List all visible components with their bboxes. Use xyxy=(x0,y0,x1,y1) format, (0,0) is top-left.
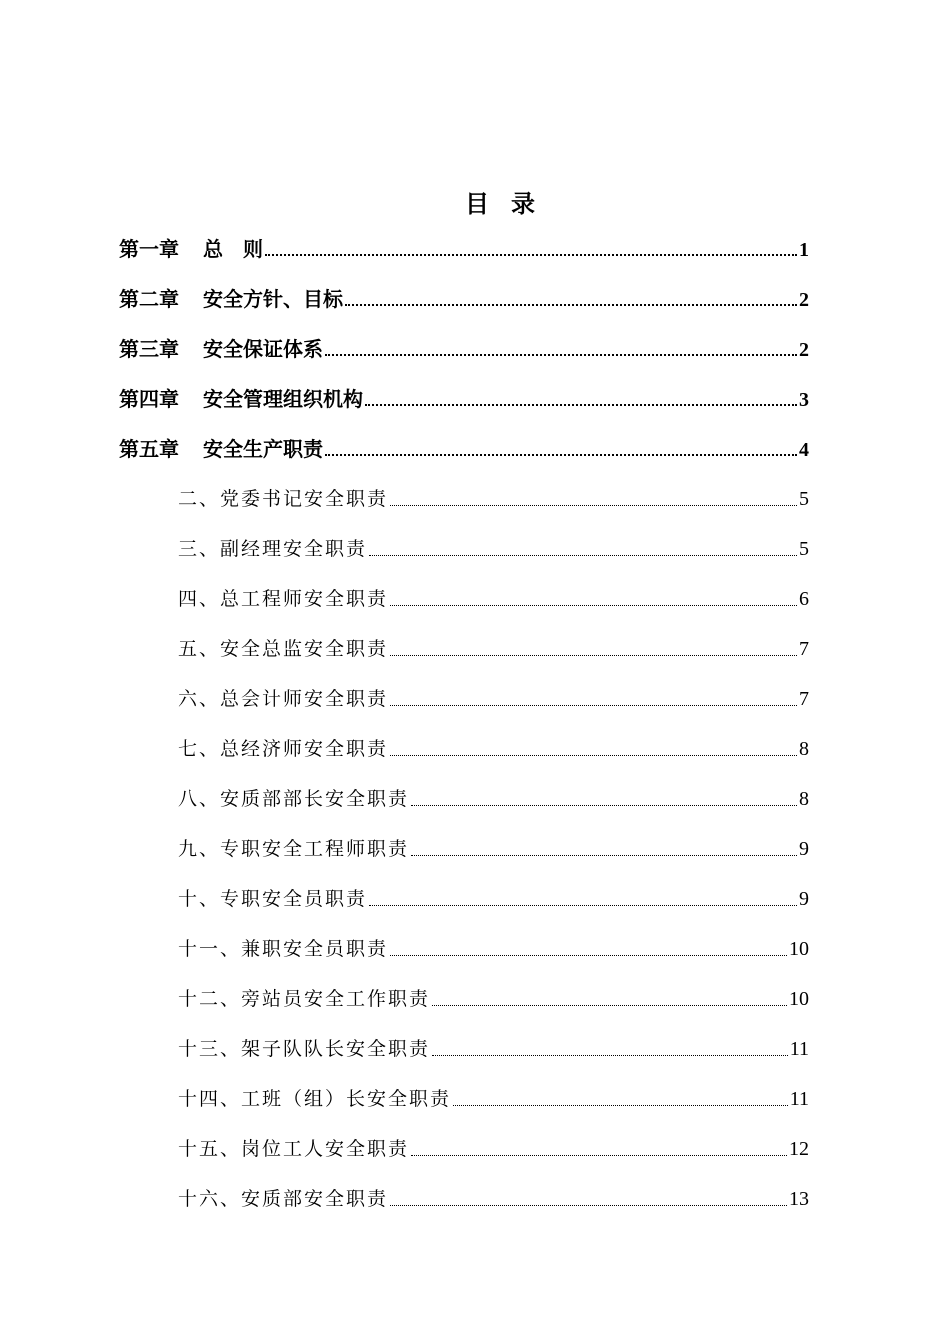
toc-entry-page: 7 xyxy=(799,688,809,710)
toc-leader-dots xyxy=(345,304,797,306)
toc-entry-page: 2 xyxy=(799,339,809,361)
toc-leader-dots xyxy=(453,1105,788,1106)
toc-entry-number: 四、 xyxy=(178,588,221,610)
toc-entry-section-12[interactable] xyxy=(178,984,809,1014)
toc-leader-dots xyxy=(325,354,797,356)
toc-entry-section-11[interactable] xyxy=(178,934,809,964)
toc-entry-label: 总经济师安全职责 xyxy=(220,738,389,760)
toc-entry-page: 9 xyxy=(799,888,809,910)
toc-leader-dots xyxy=(411,1155,787,1156)
toc-entry-number: 十三、 xyxy=(178,1038,242,1060)
toc-entry-number: 第三章 xyxy=(119,337,179,361)
toc-entry-page: 3 xyxy=(799,389,809,411)
toc-entry-label: 安质部安全职责 xyxy=(241,1188,389,1210)
toc-entry-chapter-2[interactable] xyxy=(119,284,809,314)
toc-entry-section-14[interactable] xyxy=(178,1084,809,1114)
toc-entry-label: 安全保证体系 xyxy=(203,337,323,361)
toc-entry-label: 党委书记安全职责 xyxy=(220,488,389,510)
toc-entry-section-15[interactable] xyxy=(178,1134,809,1164)
toc-entry-label: 专职安全员职责 xyxy=(220,888,368,910)
toc-entry-label: 安全生产职责 xyxy=(203,437,323,461)
toc-leader-dots xyxy=(369,555,797,556)
toc-entry-label: 安全方针、目标 xyxy=(203,287,343,311)
toc-entry-number: 二、 xyxy=(178,488,221,510)
toc-entry-number: 十、 xyxy=(178,888,221,910)
toc-entry-label: 兼职安全员职责 xyxy=(241,938,389,960)
toc-entry-section-7[interactable] xyxy=(178,734,809,764)
toc-leader-dots xyxy=(432,1005,787,1006)
toc-entry-number: 九、 xyxy=(178,838,221,860)
toc-entry-number: 七、 xyxy=(178,738,221,760)
toc-entry-page: 10 xyxy=(789,938,809,960)
toc-entry-section-5[interactable] xyxy=(178,634,809,664)
toc-leader-dots xyxy=(390,705,797,706)
toc-entry-label: 旁站员安全工作职责 xyxy=(241,988,431,1010)
toc-entry-label: 工班（组）长安全职责 xyxy=(241,1088,452,1110)
toc-entry-number: 三、 xyxy=(178,538,221,560)
toc-leader-dots xyxy=(369,905,797,906)
toc-entry-page: 8 xyxy=(799,788,809,810)
toc-entry-label: 专职安全工程师职责 xyxy=(220,838,410,860)
toc-leader-dots xyxy=(390,505,797,506)
toc-entry-label: 岗位工人安全职责 xyxy=(241,1138,410,1160)
toc-leader-dots xyxy=(390,755,797,756)
toc-entry-number: 五、 xyxy=(178,638,221,660)
toc-leader-dots xyxy=(265,254,797,256)
toc-title-char-2: 录 xyxy=(511,190,535,218)
toc-entry-section-9[interactable] xyxy=(178,834,809,864)
toc-entry-page: 11 xyxy=(789,1038,809,1060)
toc-entry-number: 十四、 xyxy=(178,1088,242,1110)
toc-entry-number: 八、 xyxy=(178,788,221,810)
toc-entry-page: 4 xyxy=(799,439,809,461)
toc-leader-dots xyxy=(390,955,787,956)
toc-entry-page: 13 xyxy=(789,1188,809,1210)
toc-entry-page: 12 xyxy=(789,1138,809,1160)
toc-entry-number: 十一、 xyxy=(178,938,242,960)
toc-entry-chapter-4[interactable] xyxy=(119,384,809,414)
toc-leader-dots xyxy=(411,855,797,856)
toc-entry-page: 6 xyxy=(799,588,809,610)
toc-title-char-1: 目 xyxy=(465,190,489,218)
toc-entry-label: 副经理安全职责 xyxy=(220,538,368,560)
toc-entry-chapter-5[interactable] xyxy=(119,434,809,464)
toc-leader-dots xyxy=(325,454,797,456)
toc-entry-section-4[interactable] xyxy=(178,584,809,614)
toc-entry-label: 安全总监安全职责 xyxy=(220,638,389,660)
toc-entry-chapter-1[interactable] xyxy=(119,234,809,264)
toc-entry-section-2[interactable] xyxy=(178,484,809,514)
toc-entry-page: 7 xyxy=(799,638,809,660)
toc-entry-number: 十五、 xyxy=(178,1138,242,1160)
toc-entry-section-16[interactable] xyxy=(178,1184,809,1214)
toc-title xyxy=(0,184,950,219)
toc-entry-page: 1 xyxy=(799,239,809,261)
toc-leader-dots xyxy=(390,605,797,606)
toc-entry-label: 总 则 xyxy=(203,237,263,261)
toc-entry-number: 第二章 xyxy=(119,287,179,311)
toc-entry-label: 安质部部长安全职责 xyxy=(220,788,410,810)
toc-entry-page: 8 xyxy=(799,738,809,760)
toc-leader-dots xyxy=(365,404,797,406)
toc-entry-page: 10 xyxy=(789,988,809,1010)
toc-entry-chapter-3[interactable] xyxy=(119,334,809,364)
toc-entry-section-10[interactable] xyxy=(178,884,809,914)
toc-entry-label: 总会计师安全职责 xyxy=(220,688,389,710)
toc-entry-page: 5 xyxy=(799,488,809,510)
toc-leader-dots xyxy=(411,805,797,806)
toc-entry-number: 十六、 xyxy=(178,1188,242,1210)
toc-entry-section-3[interactable] xyxy=(178,534,809,564)
toc-entry-page: 2 xyxy=(799,289,809,311)
toc-leader-dots xyxy=(390,1205,787,1206)
toc-entry-label: 总工程师安全职责 xyxy=(220,588,389,610)
toc-entry-number: 十二、 xyxy=(178,988,242,1010)
toc-entry-page: 11 xyxy=(789,1088,809,1110)
toc-entry-number: 第四章 xyxy=(119,387,179,411)
toc-entry-page: 9 xyxy=(799,838,809,860)
toc-entry-page: 5 xyxy=(799,538,809,560)
toc-leader-dots xyxy=(432,1055,788,1056)
toc-entry-section-8[interactable] xyxy=(178,784,809,814)
toc-leader-dots xyxy=(390,655,797,656)
toc-entry-section-13[interactable] xyxy=(178,1034,809,1064)
toc-entry-section-6[interactable] xyxy=(178,684,809,714)
toc-entry-number: 第五章 xyxy=(119,437,179,461)
toc-entry-number: 第一章 xyxy=(119,237,179,261)
toc-entry-number: 六、 xyxy=(178,688,221,710)
toc-entry-label: 架子队队长安全职责 xyxy=(241,1038,431,1060)
toc-entry-label: 安全管理组织机构 xyxy=(203,387,363,411)
